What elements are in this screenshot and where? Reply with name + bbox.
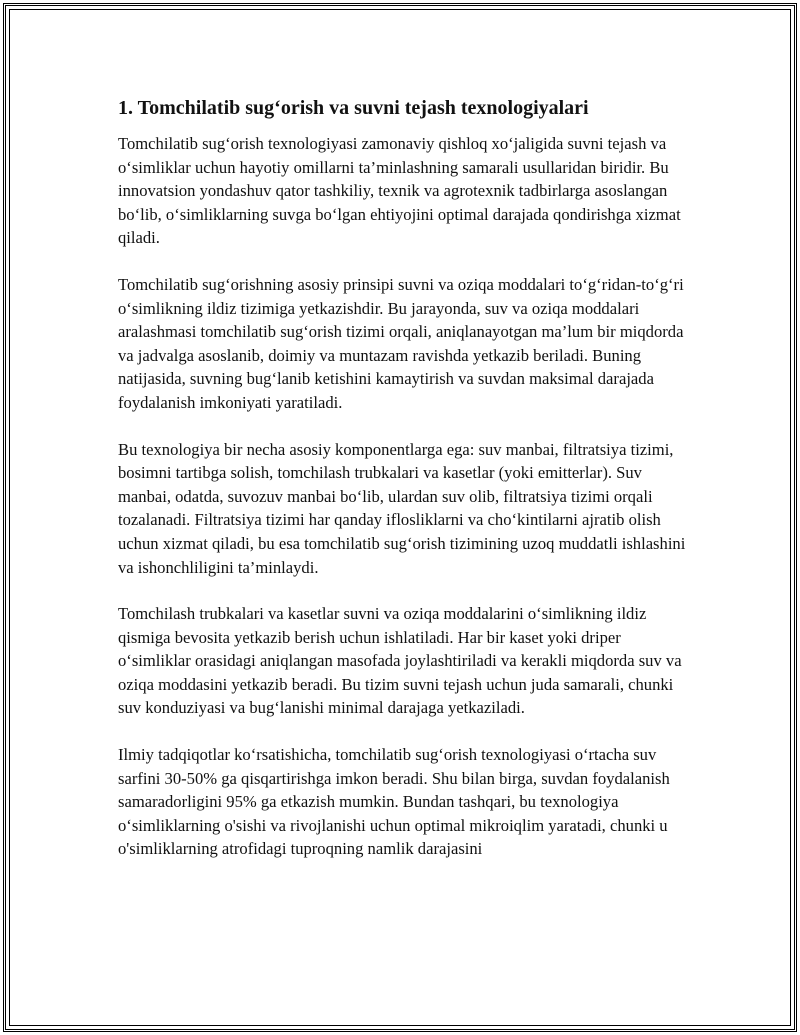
section-heading: 1. Tomchilatib sug‘orish va suvni tejash texnologiyalari <box>118 97 589 119</box>
paragraph-1: Tomchilatib sug‘orish texnologiyasi zamonaviy qishloq xo‘jaligida suvni tejash va o‘simliklar uchun hayotiy omillarni ta’minlashning samarali usullaridan biridir. Bu innovatsion yondashuv qator tashkiliy, texnik va agrotexnik tadbirlarga asoslangan bo‘lib, o‘simliklarning suvga bo‘lgan ehtiyojini optimal darajada qondirishga xizmat qiladi. <box>118 134 681 248</box>
document-body <box>118 94 693 884</box>
paragraph-5: Ilmiy tadqiqotlar ko‘rsatishicha, tomchilatib sug‘orish texnologiyasi o‘rtacha suv sarfini 30-50% ga qisqartirishga imkon beradi. Shu bilan birga, suvdan foydalanish samaradorligini 95% ga etkazish mumkin. Bundan tashqari, bu texnologiya o‘simliklarning o'sishi va rivojlanishi uchun optimal mikroiqlim yaratadi, chunki u o'simliklarning atrofidagi tuproqning namlik darajasini <box>118 745 670 859</box>
paragraph-2: Tomchilatib sug‘orishning asosiy prinsipi suvni va oziqa moddalari to‘g‘ridan-to‘g‘ri o‘simlikning ildiz tizimiga yetkazishdir. Bu jarayonda, suv va oziqa moddalari aralashmasi tomchilatib sug‘orish tizimi orqali, aniqlanayotgan ma’lum bir miqdorda va jadvalga asoslanib, doimiy va muntazam ravishda yetkazib beriladi. Buning natijasida, suvning bug‘lanib ketishini kamaytirish va suvdan maksimal darajada foydalanish imkoniyati yaratiladi. <box>118 274 684 412</box>
paragraph-3: Bu texnologiya bir necha asosiy komponentlarga ega: suv manbai, filtratsiya tizimi, bosimni tartibga solish, tomchilash trubkalari va kasetlar (yoki emitterlar). Suv manbai, odatda, suvozuv manbai bo‘lib, ulardan suv olib, filtratsiya tizimi orqali tozalanadi. Filtratsiya tizimi har qanday iflosliklarni va cho‘kintilarni ajratib olish uchun xizmat qiladi, bu esa tomchilatib sug‘orish tizimining uzoq muddatli ishlashini va ishonchliligini ta’minlaydi. <box>118 439 686 577</box>
paragraph-4: Tomchilash trubkalari va kasetlar suvni va oziqa moddalarini o‘simlikning ildiz qismiga bevosita yetkazib berish uchun ishlatiladi. Har bir kaset yoki driper o‘simliklar orasidagi aniqlangan masofada joylashtiriladi va kerakli miqdorda suv va oziqa moddasini yetkazib beradi. Bu tizim suvni tejash uchun juda samarali, chunki suv konduziyasi va bug‘lanishi minimal darajaga yetkaziladi. <box>118 604 682 718</box>
